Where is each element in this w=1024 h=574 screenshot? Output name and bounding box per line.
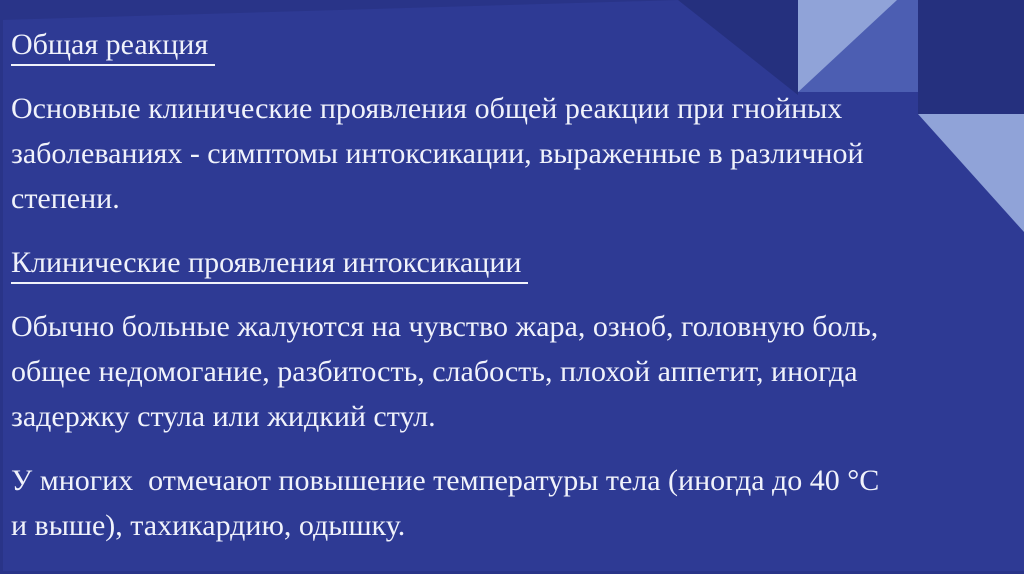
text-line: общее недомогание, разбитость, слабость, плохой аппетит, иногда bbox=[11, 355, 858, 388]
paragraph-symptoms bbox=[11, 304, 1018, 439]
left-edge-strip bbox=[0, 0, 3, 574]
paragraph-temperature bbox=[11, 458, 1018, 548]
text-line: степени. bbox=[11, 182, 120, 215]
text-line: и выше), тахикардию, одышку. bbox=[11, 509, 406, 542]
text-line: У многих отмечают повышение температуры тела (иногда до 40 °С bbox=[11, 464, 880, 497]
subheading-intoxication-text: Клинические проявления интоксикации bbox=[11, 244, 528, 284]
subheading-intoxication bbox=[11, 240, 1018, 285]
text-line: задержку стула или жидкий стул. bbox=[11, 400, 436, 433]
text-line: заболеваниях - симптомы интоксикации, выраженные в различной bbox=[11, 137, 864, 170]
text-line: Основные клинические проявления общей реакции при гнойных bbox=[11, 92, 843, 125]
slide-text bbox=[11, 22, 1018, 567]
top-edge-wedge bbox=[0, 0, 680, 20]
slide-title-text: Общая реакция bbox=[11, 26, 215, 66]
text-line: Обычно больные жалуются на чувство жара, озноб, головную боль, bbox=[11, 310, 879, 343]
paragraph-general-reaction bbox=[11, 86, 1018, 221]
slide-title bbox=[11, 22, 1018, 67]
